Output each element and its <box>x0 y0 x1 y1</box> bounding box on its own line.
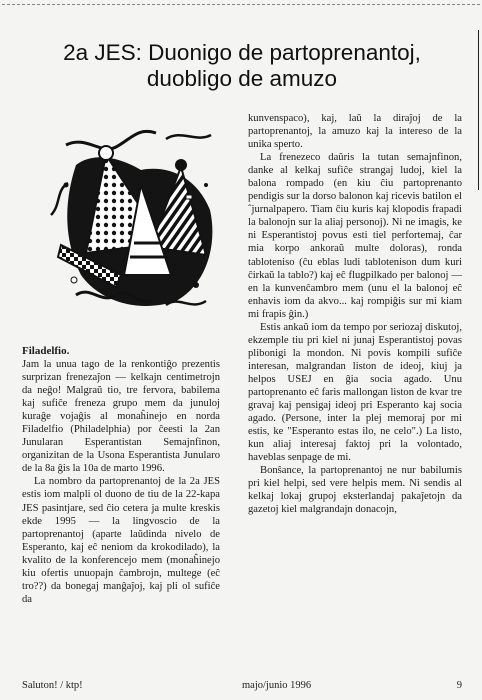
magazine-name: Saluton! / ktp! <box>22 680 83 691</box>
paragraph: La frenezeco daŭris la tutan semajnfinon, danke al kelkaj sufiĉe strangaj ludoj, kiel la balona rompado (en kiu ĉiu partoprenanto pendigis sur la dorso balonon kaj ricevis batilon el ˆjurnalpapero. Tiam ĉiu kuris kaj klopodis frapadi la balonojn sur la aliaj personoj). Ni ne imagis, ke ni Esperantistoj povus esti tiel perfortemaj, ĉar mia korpo ankoraŭ multe doloras), ronda tablotenisо (ĉu eblas ludi tablotenison dum kuri ĉirkaŭ la tablo?) kaj eĉ flugpilkado per balonoj — en la kunvenĉambro mem (unu el la balonoj eĉ enhavis iom da akvo... kaj rompiĝis sur mi kiam mi frapis ĝin.) <box>248 152 462 320</box>
headline-line-2: duobligo de amuzo <box>146 66 338 91</box>
paragraph: Bonŝance, la partoprenantoj ne nur babilumis pri kiel helpi, sed vere helpis mem. Ni sendis al kelkaj lokaj grupoj eksterlandaj pakaĵetojn da gazetoj kiel malgrandajn donacojn, <box>248 465 462 516</box>
paragraph: Jam la unua tago de la renkontiĝo prezentis surprizan frenezaĵon — kelkajn centimetrojn da neĝo! Malgraŭ tio, tre fervora, babilema kaj sufiĉe freneza grupo mem da junuloj kuraĝe vojaĝis al monaĥinejo en norda Filadelfio (Philadelphia) por ĉeesti la 2an Junularan Esperantistan Semajnfinon, organizitan de la Usona Esperantista Junularo de la 8a ĝis la 10a de marto 1996. <box>22 359 220 475</box>
side-margin-rule <box>478 30 479 190</box>
article-headline <box>22 40 462 92</box>
headline-line-1: 2a JES: Duonigo de partoprenantoj, <box>63 40 421 65</box>
dateline: Filadelfio. <box>22 345 70 357</box>
issue-date: majo/junio 1996 <box>242 680 312 691</box>
page-footer <box>22 680 462 694</box>
article-column-left <box>22 345 220 606</box>
article-column-right <box>248 112 462 516</box>
top-dashed-rule <box>2 4 480 5</box>
page-number: 9 <box>456 680 462 691</box>
party-hats-illustration <box>46 125 218 320</box>
paragraph: La nombro da partoprenantoj de la 2a JES estis iom malpli ol duono de tiu de la 22-kapa JES pasintjare, sed ĉio cetera ja multe kreskis ekde 1995 — la lingvoscio de la partoprenantoj (aparte laŭdinda nivelo de Esperanto, kaj eĉ neniom da krokodilado), la kvalito de la konferencejo mem (monaĥinejo kiu ofertis unuopajn ĉambrojn, multege (eĉ tro??) da bonegaj manĝaĵoj, kaj pli ol sufiĉe da <box>22 476 220 605</box>
paragraph: kunvenspaco), kaj, laŭ la diraĵoj de la partoprenantoj, la amuzo kaj la intereso de la unika sperto. <box>248 113 462 151</box>
paragraph: Estis ankaŭ iom da tempo por seriozaj diskutoj, ekzemple tiu pri kiel ni junaj Esperantistoj povas plibonigi la mondon. Ni povis kompili sufiĉe interesan, malgrandan liston de ideoj, kiuj ja helpos USEJ en ĝia socia agado. Unu partoprenanto eĉ faris mallongan liston de kvar tre gravaj kaj pensigaj ideoj pri Esperanto kaj socia agado. (Persone, inter la plej memoraj por mi estis, ke "Esperanto estas ilo, ne celo".) La listo, kun aliaj interesaj faktoj pri la volontado, haveblas senpage de mi. <box>248 321 462 464</box>
